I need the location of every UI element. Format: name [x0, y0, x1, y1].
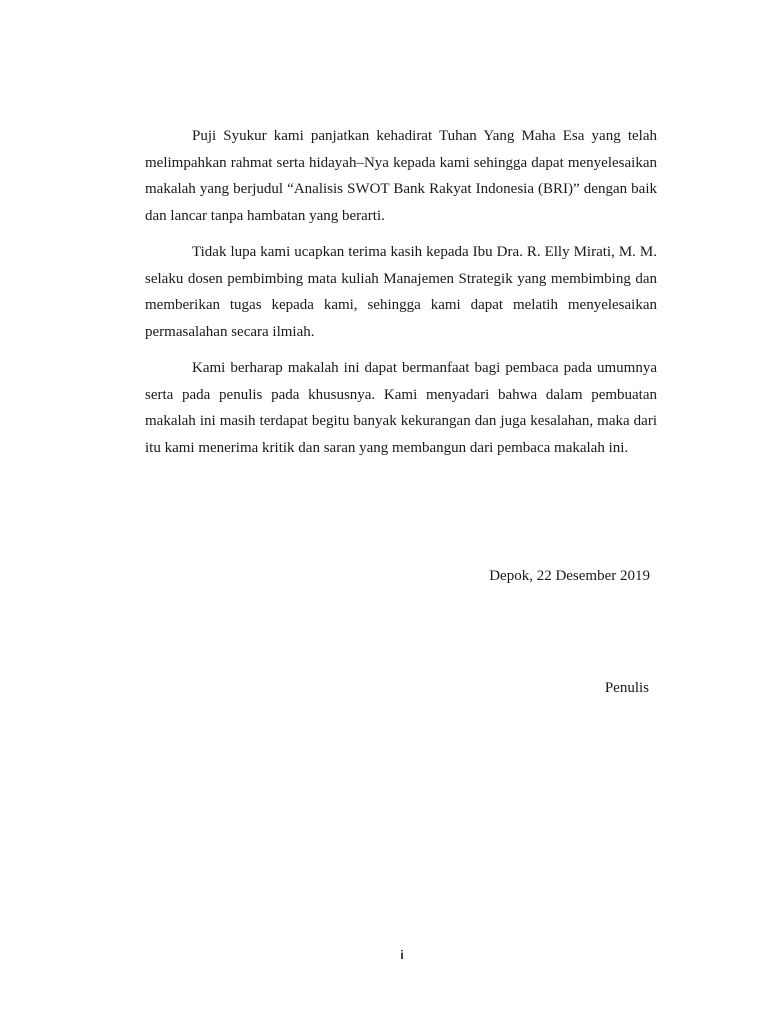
paragraph-2: Tidak lupa kami ucapkan terima kasih kepada Ibu Dra. R. Elly Mirati, M. M. selaku dosen pembimbing mata kuliah Manajemen Strategik yang membimbing dan memberikan tugas kepada kami, sehingga kami dapat melatih menyelesaikan permasalahan secara ilmiah. [145, 244, 657, 340]
paragraph-3: Kami berharap makalah ini dapat bermanfaat bagi pembaca pada umumnya serta pada penulis pada khususnya. Kami menyadari bahwa dalam pembuatan makalah ini masih terdapat begitu banyak kekurangan dan juga kesalahan, maka dari itu kami menerima kritik dan saran yang membangun dari pembaca makalah ini. [145, 360, 657, 456]
author-signature: Penulis [604, 680, 649, 696]
paragraph-1: Puji Syukur kami panjatkan kehadirat Tuhan Yang Maha Esa yang telah melimpahkan rahmat serta hidayah–Nya kepada kami sehingga dapat menyelesaikan makalah yang berjudul “Analisis SWOT Bank Rakyat Indonesia (BRI)” dengan baik dan lancar tanpa hambatan yang berarti. [145, 128, 657, 224]
preface-body [145, 123, 657, 471]
page-number: i [400, 948, 404, 962]
place-date: Depok, 22 Desember 2019 [489, 568, 650, 584]
